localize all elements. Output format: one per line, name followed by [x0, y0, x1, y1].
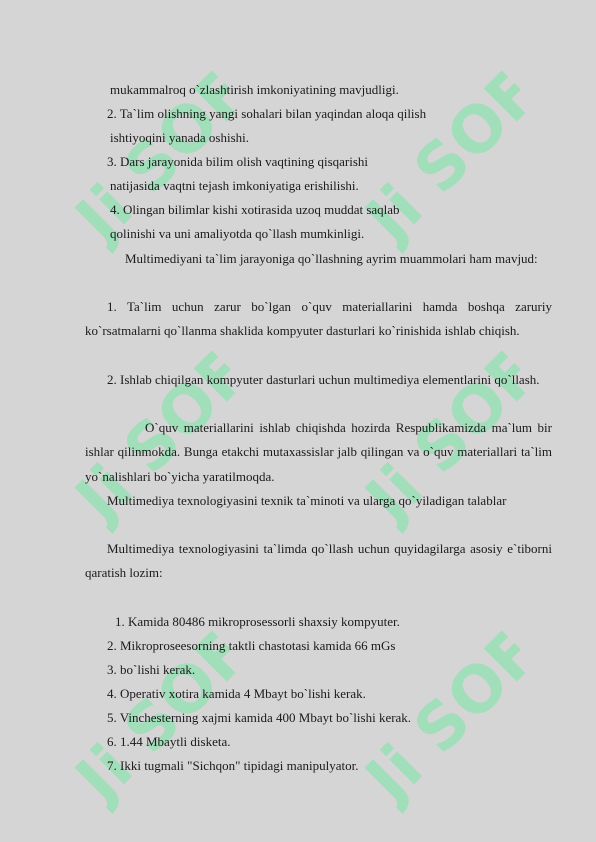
text-line: 3. Dars jarayonida bilim olish vaqtining qisqarishi	[107, 154, 369, 169]
text-line: 4. Olingan bilimlar kishi xotirasida uzoq muddat saqlab	[110, 202, 400, 217]
list-item: 6. 1.44 Mbaytli disketa.	[107, 734, 231, 749]
list-item: 1. Kamida 80486 mikroprosessorli shaxsiy kompyuter.	[115, 614, 400, 629]
list-item: 3. bo`lishi kerak.	[107, 662, 196, 677]
paragraph-problem-2: 2. Ishlab chiqilgan kompyuter dasturlari uchun multimediya elementlarini qo`llash.	[107, 372, 540, 387]
text-line: qolinishi va uni amaliyotda qo`llash mumkinligi.	[110, 226, 365, 241]
text-line-requirements: Multimediya texnologiyasini texnik ta`minoti va ularga qo`yiladigan talablar	[107, 493, 507, 508]
svg-text:Ji SOFF: Ji SOFF	[352, 621, 549, 817]
list-item: 2. Mikroproseesorning taktli chastotasi kamida 66 mGs	[107, 638, 396, 653]
text-line: mukammalroq o`zlashtirish imkoniyatining mavjudligi.	[110, 82, 399, 97]
text-line: 2. Ta`lim olishning yangi sohalari bilan yaqindan aloqa qilish	[107, 106, 427, 121]
svg-text:Ji SOFF: Ji SOFF	[352, 61, 549, 257]
svg-text:Ji SOFF: Ji SOFF	[352, 341, 549, 537]
svg-text:Ji SOFF: Ji SOFF	[62, 341, 259, 537]
svg-text:Ji SOFF: Ji SOFF	[62, 621, 259, 817]
paragraph-problem-1: 1. Ta`lim uchun zarur bo`lgan o`quv materiallarini hamda boshqa zaruriy ko`rsatmalarni qo`llanma shaklida kompyuter dasturlari ko`rinishida ishlab chiqish.	[85, 299, 552, 339]
list-item: 7. Ikki tugmali "Sichqon" tipidagi manipulyator.	[107, 758, 359, 773]
paragraph-problems: Multimediyani ta`lim jarayoniga qo`llashning ayrim muammolari ham mavjud:	[125, 251, 538, 266]
paragraph-attention: Multimediya texnologiyasini ta`limda qo`llash uchun quyidagilarga asosiy e`tiborni qaratish lozim:	[85, 541, 552, 581]
paragraph-materials: O`quv materiallarini ishlab chiqishda hozirda Respublikamizda ma`lum bir ishlar qilinmokda. Bunga etakchi mutaxassislar jalb qilingan va o`quv materiallari ta`lim yo`nalishlari bo`yicha yaratilmoqda.	[85, 420, 552, 484]
list-item: 4. Operativ xotira kamida 4 Mbayt bo`lishi kerak.	[107, 686, 366, 701]
text-line: ishtiyoqini yanada oshishi.	[110, 130, 250, 145]
list-item: 5. Vinchesterning xajmi kamida 400 Mbayt bo`lishi kerak.	[107, 710, 412, 725]
text-line: natijasida vaqtni tejash imkoniyatiga erishilishi.	[110, 178, 359, 193]
svg-text:Ji SOFF: Ji SOFF	[62, 61, 259, 257]
